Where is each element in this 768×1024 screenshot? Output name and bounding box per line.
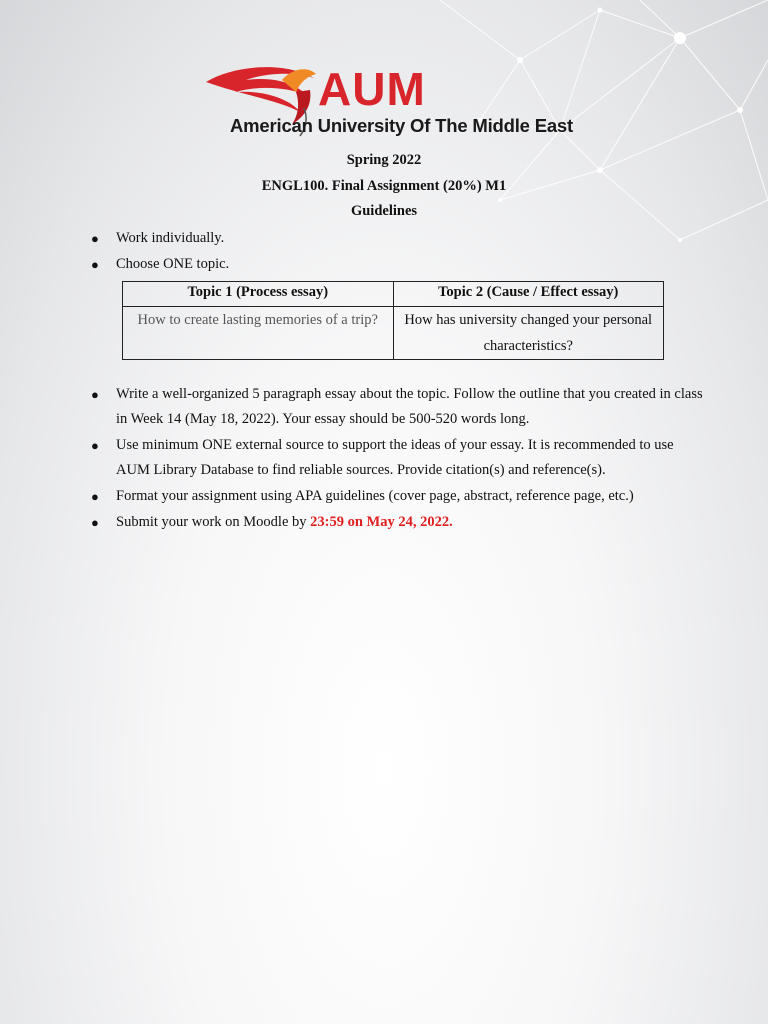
bullet-icon: ● [91, 515, 99, 530]
topics-table [122, 281, 664, 360]
deadline: 23:59 on May 24, 2022. [310, 514, 453, 530]
guidelines-heading: Guidelines [350, 203, 418, 219]
bullet-icon: ● [91, 438, 99, 453]
brand-mark: AUM [318, 63, 426, 115]
bullet-icon: ● [91, 231, 99, 246]
submit-text: Submit your work on Moodle by [116, 514, 311, 530]
table-header-cell: Topic 1 (Process essay) [123, 282, 394, 307]
table-row [123, 307, 664, 360]
university-name: American University Of The Middle East [230, 115, 573, 136]
table-cell: How has university changed your personal characteristics? [393, 307, 664, 360]
bullet-icon: ● [91, 387, 99, 402]
table-header-row [123, 282, 664, 307]
table-header-cell: Topic 2 (Cause / Effect essay) [393, 282, 664, 307]
bullet-icon: ● [91, 257, 99, 272]
course-heading: ENGL100. Final Assignment (20%) M1 [261, 178, 507, 194]
table-cell: How to create lasting memories of a trip? [123, 307, 394, 360]
bullet-icon: ● [91, 489, 99, 504]
term-heading: Spring 2022 [346, 152, 422, 168]
